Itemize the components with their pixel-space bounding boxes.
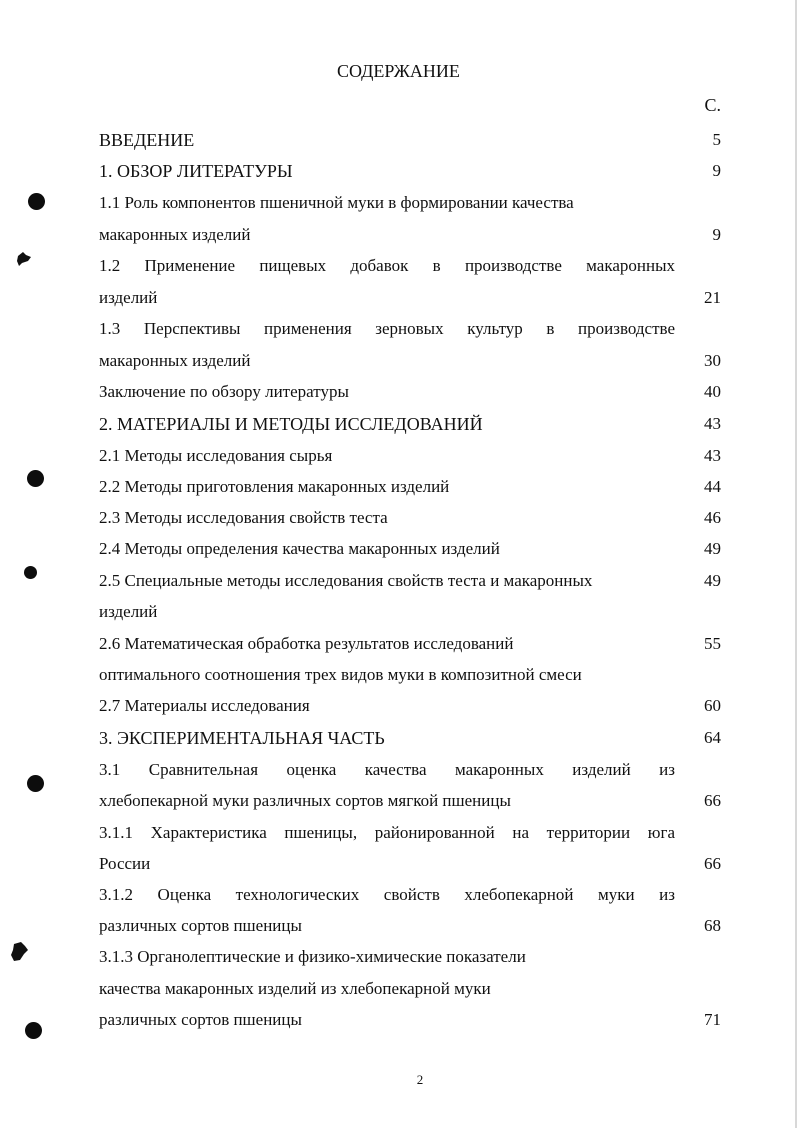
binding-hole-1 [28, 193, 45, 210]
toc-entry-page: 43 [704, 414, 721, 433]
toc-entry-label-continued[interactable]: изделий [99, 288, 158, 307]
toc-entry-page: 66 [704, 854, 721, 873]
toc-entry-label[interactable]: 3.1.1 Характеристика пшеницы, районированной на территории юга [99, 823, 675, 842]
toc-entry-label-continued[interactable]: оптимального соотношения трех видов муки в композитной смеси [99, 665, 582, 684]
toc-entry-label-continued[interactable]: изделий [99, 602, 158, 621]
toc-entry-page: 71 [704, 1010, 721, 1029]
toc-entry-label[interactable]: 2.2 Методы приготовления макаронных изделий [99, 477, 450, 496]
toc-entry-page: 49 [704, 571, 721, 590]
toc-entry-label-continued[interactable]: макаронных изделий [99, 351, 251, 370]
toc-entry-label-continued[interactable]: России [99, 854, 151, 873]
toc-entry-page: 55 [704, 634, 721, 653]
binding-hole-3 [27, 470, 44, 487]
toc-entry-page: 43 [704, 446, 721, 465]
toc-entry-label[interactable]: 3.1 Сравнительная оценка качества макаронных изделий из [99, 760, 675, 779]
toc-entry-page: 49 [704, 539, 721, 558]
toc-entry-label[interactable]: 2.7 Материалы исследования [99, 696, 310, 715]
toc-entry-page: 9 [712, 161, 721, 180]
page-column-label: С. [704, 95, 721, 115]
binding-hole-4 [24, 566, 37, 579]
toc-entry-page: 68 [704, 916, 721, 935]
toc-entry-page: 60 [704, 696, 721, 715]
toc-entry-label[interactable]: 2.5 Специальные методы исследования свойств теста и макаронных [99, 571, 593, 590]
page-number: 2 [416, 1072, 424, 1087]
binding-hole-7 [25, 1022, 42, 1039]
toc-entry-page: 5 [712, 130, 721, 149]
binding-hole-5 [27, 775, 44, 792]
toc-entry-label-continued[interactable]: различных сортов пшеницы [99, 1010, 302, 1029]
toc-entry-page: 40 [704, 382, 721, 401]
toc-entry-label[interactable]: 1.1 Роль компонентов пшеничной муки в формировании качества [99, 193, 574, 212]
toc-entry-label-continued[interactable]: хлебопекарной муки различных сортов мягкой пшеницы [99, 791, 511, 810]
toc-entry-label[interactable]: ВВЕДЕНИЕ [99, 130, 195, 150]
toc-heading: СОДЕРЖАНИЕ [337, 61, 460, 81]
toc-entry-page: 30 [704, 351, 721, 370]
binding-mark-2 [14, 250, 34, 268]
toc-entry-label-continued[interactable]: макаронных изделий [99, 225, 251, 244]
toc-entry-page: 64 [704, 728, 721, 747]
toc-entry-label[interactable]: 1. ОБЗОР ЛИТЕРАТУРЫ [99, 161, 293, 181]
toc-entry-page: 9 [712, 225, 721, 244]
binding-mark-6 [8, 940, 32, 964]
toc-entry-page: 21 [704, 288, 721, 307]
toc-entry-label[interactable]: 2.4 Методы определения качества макаронных изделий [99, 539, 500, 558]
toc-entry-page: 44 [704, 477, 721, 496]
toc-entry-label[interactable]: Заключение по обзору литературы [99, 382, 349, 401]
toc-entry-label[interactable]: 2. МАТЕРИАЛЫ И МЕТОДЫ ИССЛЕДОВАНИЙ [99, 414, 483, 434]
toc-entry-page: 46 [704, 508, 721, 527]
toc-entry-label[interactable]: 2.1 Методы исследования сырья [99, 446, 333, 465]
toc-entry-label[interactable]: 1.3 Перспективы применения зерновых культур в производстве [99, 319, 675, 338]
toc-entry-label-continued[interactable]: различных сортов пшеницы [99, 916, 302, 935]
toc-entry-label[interactable]: 2.3 Методы исследования свойств теста [99, 508, 388, 527]
toc-entry-label-continued[interactable]: качества макаронных изделий из хлебопекарной муки [99, 979, 491, 998]
toc-entry-page: 66 [704, 791, 721, 810]
toc-entry-label[interactable]: 1.2 Применение пищевых добавок в производстве макаронных [99, 256, 675, 275]
toc-entry-label[interactable]: 3.1.2 Оценка технологических свойств хлебопекарной муки из [99, 885, 675, 904]
toc-entry-label[interactable]: 3. ЭКСПЕРИМЕНТАЛЬНАЯ ЧАСТЬ [99, 728, 385, 748]
toc-entry-label[interactable]: 3.1.3 Органолептические и физико-химические показатели [99, 947, 526, 966]
toc-entry-label[interactable]: 2.6 Математическая обработка результатов исследований [99, 634, 514, 653]
